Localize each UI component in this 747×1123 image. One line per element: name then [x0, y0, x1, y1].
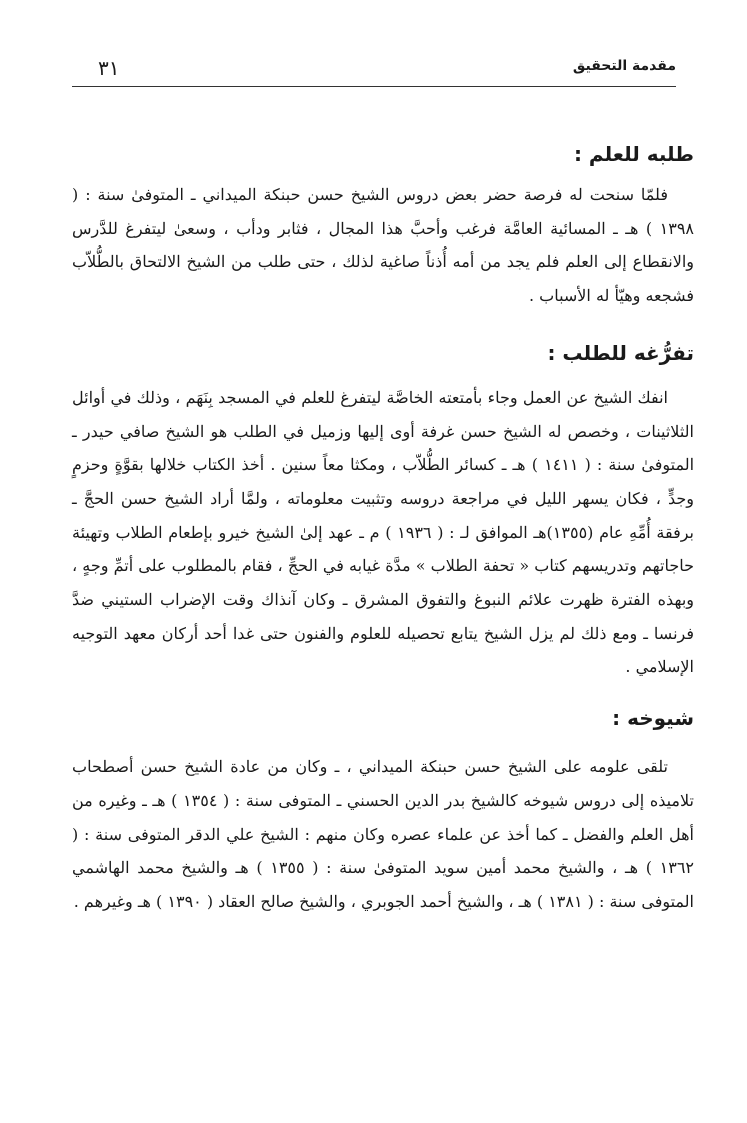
section-paragraph: تلقى علومه على الشيخ حسن حبنكة الميداني ، ـ وكان من عادة الشيخ حسن أصطحاب تلاميذه إلى دروس شيوخه كالشيخ بدر الدين الحسني ـ المتوفى سنة : ( ١٣٥٤ ) هـ ـ وغيره من أهل العلم والفضل ـ كما أخذ عن علماء عصره وكان منهم : الشيخ علي الدقر المتوفى سنة : ( ١٣٦٢ ) هـ ، والشيخ محمد أمين سويد المتوفىٰ سنة : ( ١٣٥٥ ) هـ والشيخ محمد الهاشمي المتوفى سنة : ( ١٣٨١ ) هـ ، والشيخ أحمد الجوبري ، والشيخ صالح العقاد ( ١٣٩٠ ) هـ وغيرهم .: [72, 757, 694, 911]
section-dedication-to-study: [72, 339, 694, 684]
section-heading: شيوخه :: [612, 706, 694, 731]
section-teachers: [72, 704, 694, 919]
section-paragraph: فلمّا سنحت له فرصة حضر بعض دروس الشيخ حسن حبنكة الميداني ـ المتوفىٰ سنة : ( ١٣٩٨ ) هـ ـ المسائية العامَّة فرغب وأحبَّ هذا المجال ، فثابر ودأب ، وسعىٰ ليتفرغ للدَّرس والانقطاع إلى العلم فلم يجد من أمه أُذناً صاغية لذلك ، حتى طلب من الشيخ الالتحاق بالطُّلاّب فشجعه وهيّأ له الأسباب .: [72, 185, 694, 306]
running-title: مقدمة التحقيق: [572, 58, 676, 74]
page-number: ٣١: [98, 56, 120, 80]
page-header: [72, 56, 676, 87]
section-paragraph: انفك الشيخ عن العمل وجاء بأمتعته الخاصَّة ليتفرغ للعلم في المسجد بِنَهَم ، وذلك في أوائل الثلاثينات ، وخصص له الشيخ حسن غرفة أوى إليها وزميل في الطلب هو الشيخ صافي حيدر ـ المتوفىٰ سنة : ( ١٤١١ ) هـ ـ كسائر الطُّلاّب ، ومكثا معاً سنين . أخذ الكتاب خلالها بقوَّةٍ وحزمٍ وجدٍّ ، فكان يسهر الليل في مراجعة دروسه وتثبيت معلوماته ، ولمَّا أراد الشيخ حسن الحجَّ ـ برفقة أُمِّهِ عام (١٣٥٥)هـ الموافق لـ : ( ١٩٣٦ ) م ـ عهد إلىٰ الشيخ خيرو بإطعام الطلاب وتهيئة حاجاتهم وتدريسهم كتاب « تحفة الطلاب » مدَّة غيابه في الحجِّ ، فقام بالمطلوب على أتمِّ وجهٍ ، وبهذه الفترة ظهرت علائم النبوغ والتفوق المشرق ـ وكان آنذاك وقت الإضراب الستيني ضدَّ فرنسا ـ ومع ذلك لم يزل الشيخ يتابع تحصيله للعلوم والفنون حتى غدا أحد أركان معهد التوجيه الإسلامي .: [72, 387, 695, 677]
section-heading: تفرُّغه للطلب :: [547, 340, 694, 365]
page-body: [72, 132, 694, 919]
section-seeking-knowledge: [72, 140, 694, 313]
section-heading: طلبه للعلم :: [573, 142, 694, 166]
